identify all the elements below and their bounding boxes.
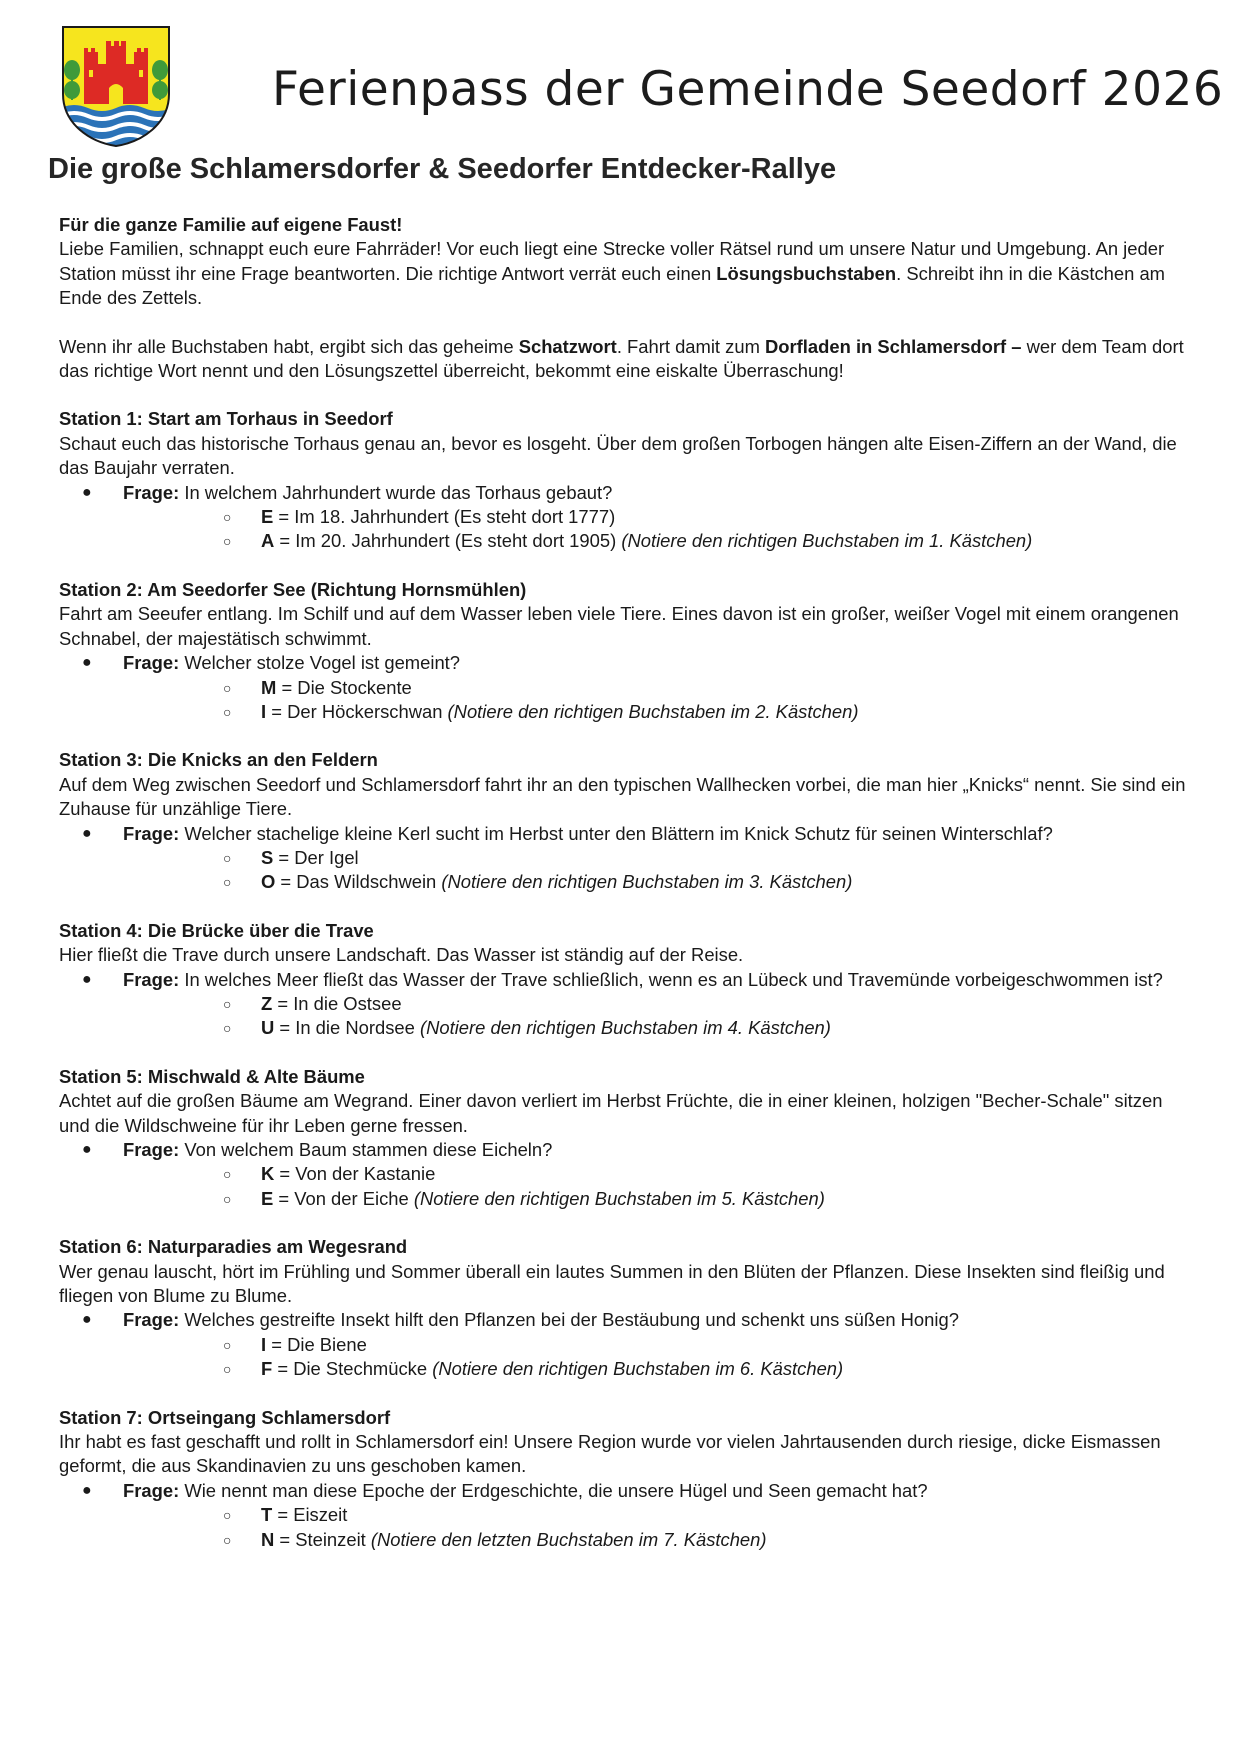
answer-letter: U: [261, 1017, 275, 1039]
intro-text: . Schreibt ihn in die Kästchen am Ende des Zettels.: [59, 262, 1165, 309]
bullet-icon: ●: [82, 1481, 92, 1499]
station-description: Fahrt am Seeufer entlang. Im Schilf und auf dem Wasser leben viele Tiere. Eines davon ist ein großer, weißer Vogel mit einem orangenen Schnabel, der majestätisch schwimmt.: [59, 603, 1179, 649]
circle-bullet-icon: ○: [223, 509, 232, 526]
circle-bullet-icon: ○: [223, 1020, 232, 1037]
station-4: [59, 919, 1194, 1041]
answer-options: [123, 505, 1194, 554]
question-item: [59, 1479, 1194, 1552]
answer-hint: (Notiere den letzten Buchstaben im 7. Kästchen): [370, 1528, 767, 1550]
intro-section: [59, 213, 1194, 383]
answer-letter: I: [261, 700, 267, 722]
municipality-crest: [60, 24, 172, 148]
circle-bullet-icon: ○: [223, 1531, 232, 1548]
answer-options: [123, 846, 1194, 895]
circle-bullet-icon: ○: [223, 849, 232, 866]
bullet-icon: ●: [82, 824, 92, 842]
answer-letter: Z: [261, 992, 273, 1014]
answer-option: [123, 1528, 1194, 1552]
answer-text: = Steinzeit: [274, 1528, 371, 1550]
station-6: [59, 1235, 1194, 1381]
answer-text: = In die Nordsee: [274, 1017, 420, 1039]
answer-option: [123, 1503, 1194, 1527]
question-list: [59, 1308, 1194, 1381]
answer-hint: (Notiere den richtigen Buchstaben im 6. Kästchen): [432, 1358, 844, 1380]
document-body: [59, 213, 1194, 1552]
answer-option: [123, 1162, 1194, 1186]
answer-letter: E: [261, 1187, 274, 1209]
question-item: [59, 651, 1194, 724]
intro-bold-term: Dorfladen in Schlamersdorf –: [765, 335, 1022, 357]
bullet-icon: ●: [82, 654, 92, 672]
answer-hint: (Notiere den richtigen Buchstaben im 1. Kästchen): [621, 530, 1033, 552]
answer-text: = Im 18. Jahrhundert (Es steht dort 1777): [273, 506, 616, 528]
answer-text: = Das Wildschwein: [275, 871, 442, 893]
answer-text: = Die Stechmücke: [272, 1358, 433, 1380]
circle-bullet-icon: ○: [223, 1166, 232, 1183]
intro-heading: Für die ganze Familie auf eigene Faust!: [59, 214, 403, 235]
question-item: [59, 1308, 1194, 1381]
station-title: Station 4: Die Brücke über die Trave: [59, 919, 374, 941]
answer-hint: (Notiere den richtigen Buchstaben im 2. Kästchen): [447, 700, 859, 722]
circle-bullet-icon: ○: [223, 1361, 232, 1378]
circle-bullet-icon: ○: [223, 703, 232, 720]
intro-text: Wenn ihr alle Buchstaben habt, ergibt sich das geheime: [59, 335, 519, 357]
circle-bullet-icon: ○: [223, 995, 232, 1012]
bullet-icon: ●: [82, 1141, 92, 1158]
answer-hint: (Notiere den richtigen Buchstaben im 4. Kästchen): [419, 1017, 831, 1039]
answer-option: [123, 529, 1194, 553]
question-item: [59, 481, 1194, 554]
station-title: Station 7: Ortseingang Schlamersdorf: [59, 1406, 391, 1428]
circle-bullet-icon: ○: [223, 533, 232, 550]
circle-bullet-icon: ○: [223, 679, 232, 696]
answer-letter: S: [261, 846, 274, 868]
question-item: [59, 1138, 1194, 1211]
answer-letter: N: [261, 1528, 275, 1550]
answer-hint: (Notiere den richtigen Buchstaben im 5. Kästchen): [413, 1187, 825, 1209]
station-3: [59, 748, 1194, 894]
intro-text: . Fahrt damit zum: [616, 335, 765, 357]
question-list: [59, 651, 1194, 724]
answer-option: [123, 676, 1194, 700]
bullet-icon: ●: [82, 483, 92, 501]
question-text: In welchem Jahrhundert wurde das Torhaus gebaut?: [184, 481, 613, 503]
station-description: Auf dem Weg zwischen Seedorf und Schlamersdorf fahrt ihr an den typischen Wallhecken vorbei, die man hier „Knicks“ nennt. Sie sind ein Zuhause für unzählige Tiere.: [59, 773, 1186, 820]
answer-option: [123, 1333, 1194, 1357]
bullet-icon: ●: [82, 970, 92, 988]
page-title: Ferienpass der Gemeinde Seedorf 2026: [272, 62, 1224, 117]
intro-text: Liebe Familien, schnappt euch eure Fahrräder! Vor euch liegt eine Strecke voller Rätsel rund um unsere Natur und Umgebung. An jeder Station müsst ihr eine Frage beantworten. Die richtige Antwort verrät euch einen: [59, 238, 1165, 284]
circle-bullet-icon: ○: [223, 874, 232, 891]
answer-option: [123, 846, 1194, 870]
question-list: [59, 481, 1194, 554]
answer-hint: (Notiere den richtigen Buchstaben im 3. Kästchen): [441, 871, 853, 893]
bullet-icon: ●: [82, 1311, 92, 1329]
answer-option: [123, 505, 1194, 529]
answer-letter: O: [261, 871, 276, 893]
question-label: Frage:: [123, 652, 180, 674]
question-list: [59, 822, 1194, 895]
station-description: Wer genau lauscht, hört im Frühling und Sommer überall ein lautes Summen in den Blüten der Pflanzen. Diese Insekten sind fleißig und fliegen von Blume zu Blume.: [59, 1260, 1165, 1307]
answer-options: [123, 992, 1194, 1041]
answer-text: = Von der Eiche: [273, 1187, 414, 1209]
station-description: Schaut euch das historische Torhaus genau an, bevor es losgeht. Über dem großen Torbogen hängen alte Eisen-Ziffern an der Wand, die das Baujahr verraten.: [59, 432, 1177, 479]
station-title: Station 5: Mischwald & Alte Bäume: [59, 1065, 365, 1087]
question-list: [59, 1138, 1194, 1211]
answer-letter: I: [261, 1333, 267, 1355]
answer-option: [123, 1016, 1194, 1040]
question-text: Welcher stolze Vogel ist gemeint?: [184, 652, 461, 674]
answer-text: = Eiszeit: [272, 1504, 348, 1526]
station-title: Station 1: Start am Torhaus in Seedorf: [59, 408, 393, 430]
question-label: Frage:: [123, 968, 180, 990]
question-label: Frage:: [123, 481, 180, 503]
station-5: [59, 1065, 1194, 1211]
answer-letter: M: [261, 676, 277, 698]
station-2: [59, 578, 1194, 724]
answer-letter: A: [261, 530, 275, 552]
answer-options: [123, 1333, 1194, 1382]
answer-option: [123, 992, 1194, 1016]
answer-options: [123, 676, 1194, 725]
station-title: Station 2: Am Seedorfer See (Richtung Hornsmühlen): [59, 578, 527, 600]
intro-bold-term: Schatzwort: [518, 335, 617, 357]
station-description: Hier fließt die Trave durch unsere Landschaft. Das Wasser ist ständig auf der Reise.: [59, 944, 744, 966]
answer-text: = Der Höckerschwan: [266, 700, 448, 722]
question-item: [59, 822, 1194, 895]
question-label: Frage:: [123, 1309, 180, 1331]
question-text: In welches Meer fließt das Wasser der Trave schließlich, wenn es an Lübeck und Travemünde vorbeigeschwommen ist?: [184, 968, 1163, 990]
answer-options: [123, 1162, 1194, 1211]
question-list: [59, 1479, 1194, 1552]
answer-letter: K: [261, 1163, 275, 1185]
circle-bullet-icon: ○: [223, 1190, 232, 1207]
answer-option: [123, 1357, 1194, 1381]
page-subtitle: Die große Schlamersdorfer & Seedorfer Entdecker-Rallye: [48, 153, 837, 185]
intro-text: wer dem Team dort das richtige Wort nennt und den Lösungszettel überreicht, bekommt eine eiskalte Überraschung!: [59, 335, 1184, 382]
answer-letter: F: [261, 1358, 273, 1380]
stations-list: [59, 407, 1194, 1552]
question-text: Welches gestreifte Insekt hilft den Pflanzen bei der Bestäubung und schenkt uns süßen Honig?: [184, 1309, 959, 1331]
answer-option: [123, 870, 1194, 894]
answer-text: = Die Biene: [266, 1333, 367, 1355]
intro-bold-term: Lösungsbuchstaben: [716, 262, 897, 284]
station-description: Ihr habt es fast geschafft und rollt in Schlamersdorf ein! Unsere Region wurde vor vielen Jahrtausenden durch riesige, dicke Eismassen geformt, die aus Skandinavien zu uns geschoben kamen.: [59, 1431, 1161, 1477]
question-list: [59, 968, 1194, 1041]
answer-text: = Von der Kastanie: [274, 1163, 436, 1185]
question-text: Welcher stachelige kleine Kerl sucht im Herbst unter den Blättern im Knick Schutz für seinen Winterschlaf?: [184, 822, 1053, 844]
station-title: Station 6: Naturparadies am Wegesrand: [59, 1236, 408, 1258]
question-text: Von welchem Baum stammen diese Eicheln?: [184, 1139, 553, 1160]
answer-letter: T: [261, 1504, 273, 1526]
station-title: Station 3: Die Knicks an den Feldern: [59, 749, 378, 771]
answer-text: = In die Ostsee: [272, 992, 402, 1014]
answer-option: [123, 700, 1194, 724]
station-7: [59, 1406, 1194, 1552]
question-label: Frage:: [123, 1479, 180, 1501]
question-item: [59, 968, 1194, 1041]
answer-text: = Der Igel: [273, 846, 359, 868]
intro-paragraph-2: [59, 335, 1194, 384]
answer-letter: E: [261, 506, 274, 528]
intro-paragraph-1: [59, 237, 1194, 310]
answer-text: = Die Stockente: [276, 676, 412, 698]
station-1: [59, 407, 1194, 553]
question-label: Frage:: [123, 822, 180, 844]
question-label: Frage:: [123, 1139, 180, 1160]
answer-option: [123, 1187, 1194, 1211]
question-text: Wie nennt man diese Epoche der Erdgeschichte, die unsere Hügel und Seen gemacht hat?: [184, 1479, 928, 1501]
circle-bullet-icon: ○: [223, 1507, 232, 1524]
answer-options: [123, 1503, 1194, 1552]
station-description: Achtet auf die großen Bäume am Wegrand. Einer davon verliert im Herbst Früchte, die in einer kleinen, holzigen "Becher-Schale" sitzen und die Wildschweine für ihr Leben gerne fressen.: [59, 1090, 1163, 1136]
answer-text: = Im 20. Jahrhundert (Es steht dort 1905): [274, 530, 622, 552]
circle-bullet-icon: ○: [223, 1336, 232, 1353]
